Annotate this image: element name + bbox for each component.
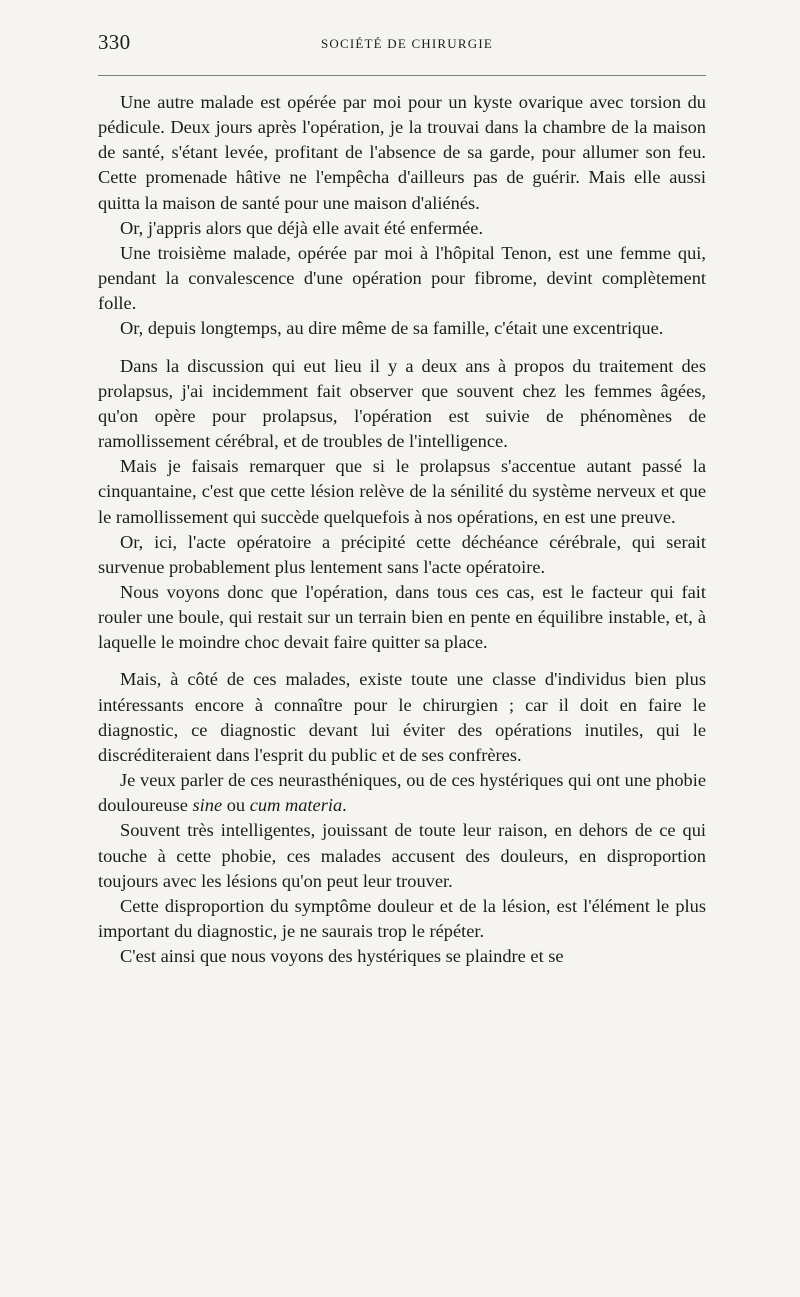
paragraph-12: Cette disproportion du symptôme douleur et de la lésion, est l'élément le plus important du diagnostic, je ne saurais trop le répéter. [98,895,706,941]
paragraph-6: Mais je faisais remarquer que si le prolapsus s'accentue autant passé la cinquantaine, c'est que cette lésion relève de la sénilité du système nerveux et que le ramollissement qui succède quelquefois à nos opérations, en est une preuve. [98,456,706,527]
page-header [98,30,706,60]
page-number: 330 [98,30,131,54]
paragraph-7: Or, ici, l'acte opératoire a précipité cette déchéance cérébrale, qui serait survenue probablement plus lentement sans l'acte opératoire. [98,531,706,577]
paragraph-3: Une troisième malade, opérée par moi à l'hôpital Tenon, est une femme qui, pendant la convalescence d'une opération pour fibrome, devint complètement folle. [98,242,706,314]
paragraph-10 [98,768,706,818]
body-text [98,90,706,969]
paragraph-11: Souvent très intelligentes, jouissant de toute leur raison, en dehors de ce qui touche à cette phobie, ces malades accusent des douleurs, en disproportion toujours avec les lésions qu'on peut leur trouver. [98,820,706,891]
paragraph-10-text-after: . [342,795,347,816]
paragraph-10-text-before: Je veux parler de ces neurasthéniques, ou de ces hystériques qui ont une phobie douloureuse [98,770,706,816]
section-gap [98,342,706,354]
header-rule [98,75,706,76]
italic-term-sine: sine [192,795,223,816]
paragraph-5: Dans la discussion qui eut lieu il y a deux ans à propos du traitement des prolapsus, j'ai incidemment fait observer que souvent chez les femmes âgées, qu'on opère pour prolapsus, l'opération est suivie de phénomènes de ramollissement cérébral, et de troubles de l'intelligence. [98,355,706,452]
paragraph-1: Une autre malade est opérée par moi pour un kyste ovarique avec torsion du pédicule. Deux jours après l'opération, je la trouvai dans la chambre de la maison de santé, s'étant levée, profitant de l'absence de sa garde, pour allumer son feu. Cette promenade hâtive ne l'empêcha d'ailleurs pas de guérir. Mais elle aussi quitta la maison de santé pour une maison d'aliénés. [98,92,706,213]
paragraph-10-text-middle: ou [222,795,250,816]
italic-term-cum-materia: cum materia [249,795,343,816]
paragraph-2: Or, j'appris alors que déjà elle avait été enfermée. [120,217,484,238]
paragraph-13: C'est ainsi que nous voyons des hystériques se plaindre et se [120,946,564,967]
paragraph-8: Nous voyons donc que l'opération, dans tous ces cas, est le facteur qui fait rouler une boule, qui restait sur un terrain bien en pente en équilibre instable, et, à laquelle le moindre choc devait faire quitter sa place. [98,581,706,653]
section-gap [98,655,706,667]
paragraph-9: Mais, à côté de ces malades, existe toute une classe d'individus bien plus intéressants encore à connaître pour le chirurgien ; car il doit en faire le diagnostic, ce diagnostic devant lui éviter des opérations inutiles, qui le discréditeraient dans l'esprit du public et de ses confrères. [98,669,706,765]
running-title: SOCIÉTÉ DE CHIRURGIE [320,36,494,51]
paragraph-4: Or, depuis longtemps, au dire même de sa famille, c'était une excentrique. [120,318,664,339]
